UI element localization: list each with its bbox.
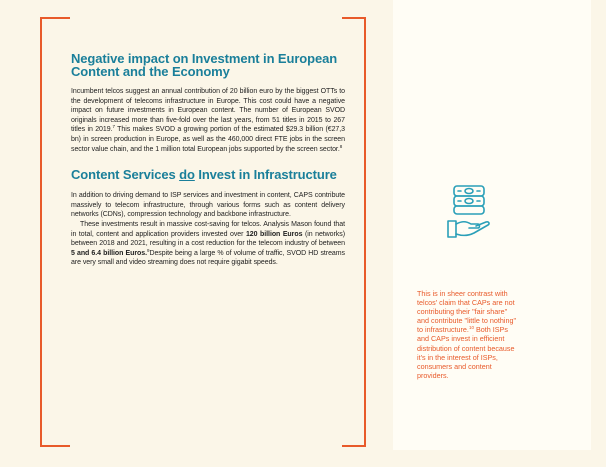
- section2-heading-underlined: do: [179, 167, 195, 183]
- main-content: [71, 52, 345, 268]
- section2-heading: [71, 168, 345, 181]
- footnote-ref-8: 8: [339, 143, 343, 149]
- bracket-right-top: [342, 17, 366, 19]
- section2-p2-b: (in networks) between 2018 and 2021, resulting in a cost reduction for the telecom industry of between: [71, 230, 345, 248]
- bracket-left: [40, 17, 42, 447]
- section2-heading-pre: Content Services: [71, 167, 180, 183]
- section2-heading-post: Invest in Infrastructure: [194, 167, 337, 183]
- section1-paragraph: [71, 87, 345, 154]
- footnote-ref-9: 9: [147, 247, 150, 253]
- section2-p2-bold-2: 5 and 6.4 billion Euros.: [71, 249, 147, 257]
- section2-paragraph-2: [71, 220, 345, 268]
- section1-heading: Negative impact on Investment in European Content and the Economy: [71, 51, 338, 79]
- sidebar: [393, 0, 591, 450]
- section2-p2-bold-1: 120 billion Euros: [245, 230, 303, 238]
- sidebar-text-b: Both ISPs and CAPs invest in efficient distribution of content because it's in the interest of ISPs, consumers and content providers.: [417, 325, 515, 380]
- bracket-right: [364, 17, 366, 447]
- section1-text-a: Incumbent telcos suggest an annual contribution of 20 billion euro by the biggest OTTs to the development of telecoms infrastructure in Europe. This cost could have a negative impact on future investments in European content. The number of European SVOD originals increased more than five-fold over the last years, from 51 titles in 2015 to 267 titles in 2019.: [71, 88, 345, 134]
- section2-paragraph-1: In addition to driving demand to ISP services and investment in content, CAPS contribute massively to telecom infrastructure, through various forms such as content delivery networks (CDNs), compression technology and backbone infrastructure.: [71, 192, 345, 219]
- section2-p2-c: Despite being a large % of volume of traffic, SVOD HD streams are very small and video streaming does not require gigabit speeds.: [71, 249, 345, 267]
- sidebar-callout: [417, 289, 517, 380]
- money-hand-icon: [444, 183, 494, 244]
- sidebar-text-a: This is in sheer contrast with telcos' claim that CAPs are not contributing their "fair share" and contribute "little to nothing" to infrastructure.: [417, 289, 517, 335]
- section2-p2-a: These investments result in massive cost-saving for telcos. Analysis Mason found that in total, content and application providers invested over: [71, 220, 345, 238]
- footnote-ref-10: 10: [468, 325, 474, 331]
- bracket-right-bottom: [342, 445, 366, 447]
- bracket-left-top: [40, 17, 70, 19]
- footnote-ref-7: 7: [112, 124, 115, 130]
- bracket-left-bottom: [40, 445, 70, 447]
- section1-text-b: This makes SVOD a growing portion of the estimated $29.3 billion (€27,3 bn) in screen production in Europe, as well as the 460,000 direct FTE jobs in the screen sector value chain, and the 1 million total European jobs supported by the screen sector.: [71, 126, 345, 153]
